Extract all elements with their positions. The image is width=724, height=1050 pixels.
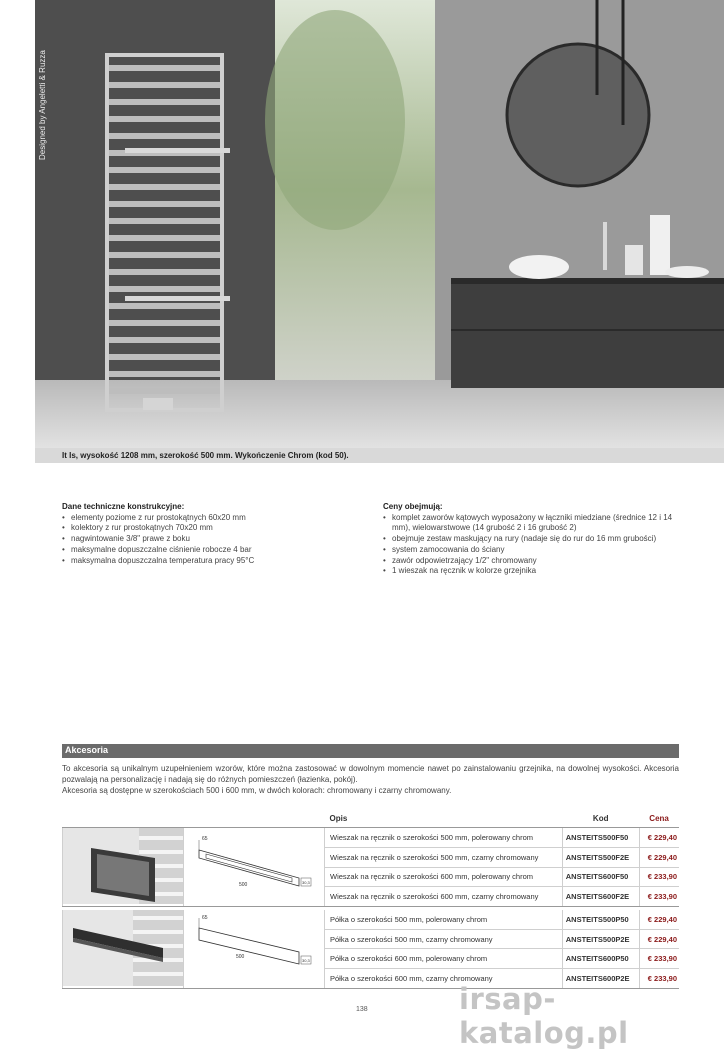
designer-credit: Designed by Angeletti & Ruzza (38, 50, 47, 160)
accessories-text-1: To akcesoria są unikalnym uzupełnieniem wzorów, które można zastosować w dowolnym momencie nawet po zainstalowaniu grzejnika, na dowolnej wysokości. Akcesoria pozwalają na personalizację i nadają się do różnych pomieszczeń (łazienka, pokój). (62, 764, 679, 784)
table-row (63, 910, 680, 929)
list-item: • elementy poziome z rur prostokątnych 60x20 mm (62, 513, 362, 524)
hero-photo (35, 0, 724, 448)
row-price: € 229,40 (639, 910, 679, 929)
row-code: ANSTEITS500P2E (562, 929, 639, 949)
drawing-width-label: 500 (239, 882, 248, 888)
towel-rail-drawing (184, 828, 325, 907)
towel-rail-photo (63, 828, 184, 907)
row-code: ANSTEITS600F2E (562, 887, 639, 907)
page-number: 138 (356, 1006, 368, 1013)
row-desc: Wieszak na ręcznik o szerokości 500 mm, polerowany chrom (325, 828, 563, 848)
accessories-description (62, 763, 679, 796)
drawing-depth-label: 65 (202, 836, 208, 842)
list-item: • system zamocowania do ściany (383, 545, 683, 556)
watermark: irsap-katalog.pl (459, 982, 629, 1050)
header-desc: Opis (325, 809, 563, 828)
table-row (63, 828, 680, 848)
tech-data-title: Dane techniczne konstrukcyjne: (62, 502, 185, 511)
list-item: • nagwintowanie 3/8" prawe z boku (62, 534, 362, 545)
row-price: € 229,40 (639, 828, 679, 848)
row-desc: Półka o szerokości 500 mm, czarny chromowany (325, 929, 563, 949)
row-desc: Wieszak na ręcznik o szerokości 600 mm, czarny chromowany (325, 887, 563, 907)
row-desc: Półka o szerokości 600 mm, polerowany chrom (325, 949, 563, 969)
drawing-width-label: 500 (236, 954, 245, 960)
prices-include-title: Ceny obejmują: (383, 502, 443, 511)
shelf-photo (63, 910, 184, 989)
row-price: € 233,90 (639, 949, 679, 969)
photo-caption: It Is, wysokość 1208 mm, szerokość 500 mm. Wykończenie Chrom (kod 50). (62, 451, 349, 460)
list-item: • maksymalna dopuszczalna temperatura pracy 95°C (62, 556, 362, 567)
tech-data-section (62, 502, 362, 566)
prices-include-section (383, 502, 683, 577)
accessories-table (62, 809, 679, 989)
row-price: € 229,40 (639, 847, 679, 867)
prices-include-list (383, 513, 683, 577)
row-code: ANSTEITS600P50 (562, 949, 639, 969)
header-price: Cena (639, 809, 679, 828)
row-price: € 233,90 (639, 867, 679, 887)
row-code: ANSTEITS600P2E (562, 969, 639, 989)
row-desc: Półka o szerokości 500 mm, polerowany chrom (325, 910, 563, 929)
row-code: ANSTEITS600F50 (562, 867, 639, 887)
row-code: ANSTEITS500P50 (562, 910, 639, 929)
drawing-height-label: 30,3 (302, 958, 310, 963)
row-desc: Półka o szerokości 600 mm, czarny chromowany (325, 969, 563, 989)
header-code: Kod (562, 809, 639, 828)
row-desc: Wieszak na ręcznik o szerokości 600 mm, polerowany chrom (325, 867, 563, 887)
list-item: • komplet zaworów kątowych wyposażony w łączniki miedziane (średnice 12 i 14 mm), wielowarstwowe (14 grubość 2 i 16 grubość 2) (383, 513, 683, 534)
row-price: € 233,90 (639, 887, 679, 907)
list-item: • zawór odpowietrzający 1/2" chromowany (383, 556, 683, 567)
drawing-depth-label: 65 (202, 915, 208, 921)
accessories-text-2: Akcesoria są dostępne w szerokościach 500 i 600 mm, w dwóch kolorach: chromowany i czarny chromowany. (62, 786, 452, 795)
accessories-header-bar (62, 744, 679, 758)
row-desc: Wieszak na ręcznik o szerokości 500 mm, czarny chromowany (325, 847, 563, 867)
accessories-title: Akcesoria (65, 745, 109, 755)
tech-data-list (62, 513, 362, 567)
list-item: • kolektory z rur prostokątnych 70x20 mm (62, 523, 362, 534)
row-price: € 233,90 (639, 969, 679, 989)
row-code: ANSTEITS500F2E (562, 847, 639, 867)
list-item: • obejmuje zestaw maskujący na rury (nadaje się do rur do 16 mm grubości) (383, 534, 683, 545)
row-price: € 229,40 (639, 929, 679, 949)
list-item: • 1 wieszak na ręcznik w kolorze grzejnika (383, 566, 683, 577)
row-code: ANSTEITS500F50 (562, 828, 639, 848)
drawing-height-label: 30,3 (302, 880, 310, 885)
shelf-drawing (184, 910, 325, 989)
list-item: • maksymalne dopuszczalne ciśnienie robocze 4 bar (62, 545, 362, 556)
